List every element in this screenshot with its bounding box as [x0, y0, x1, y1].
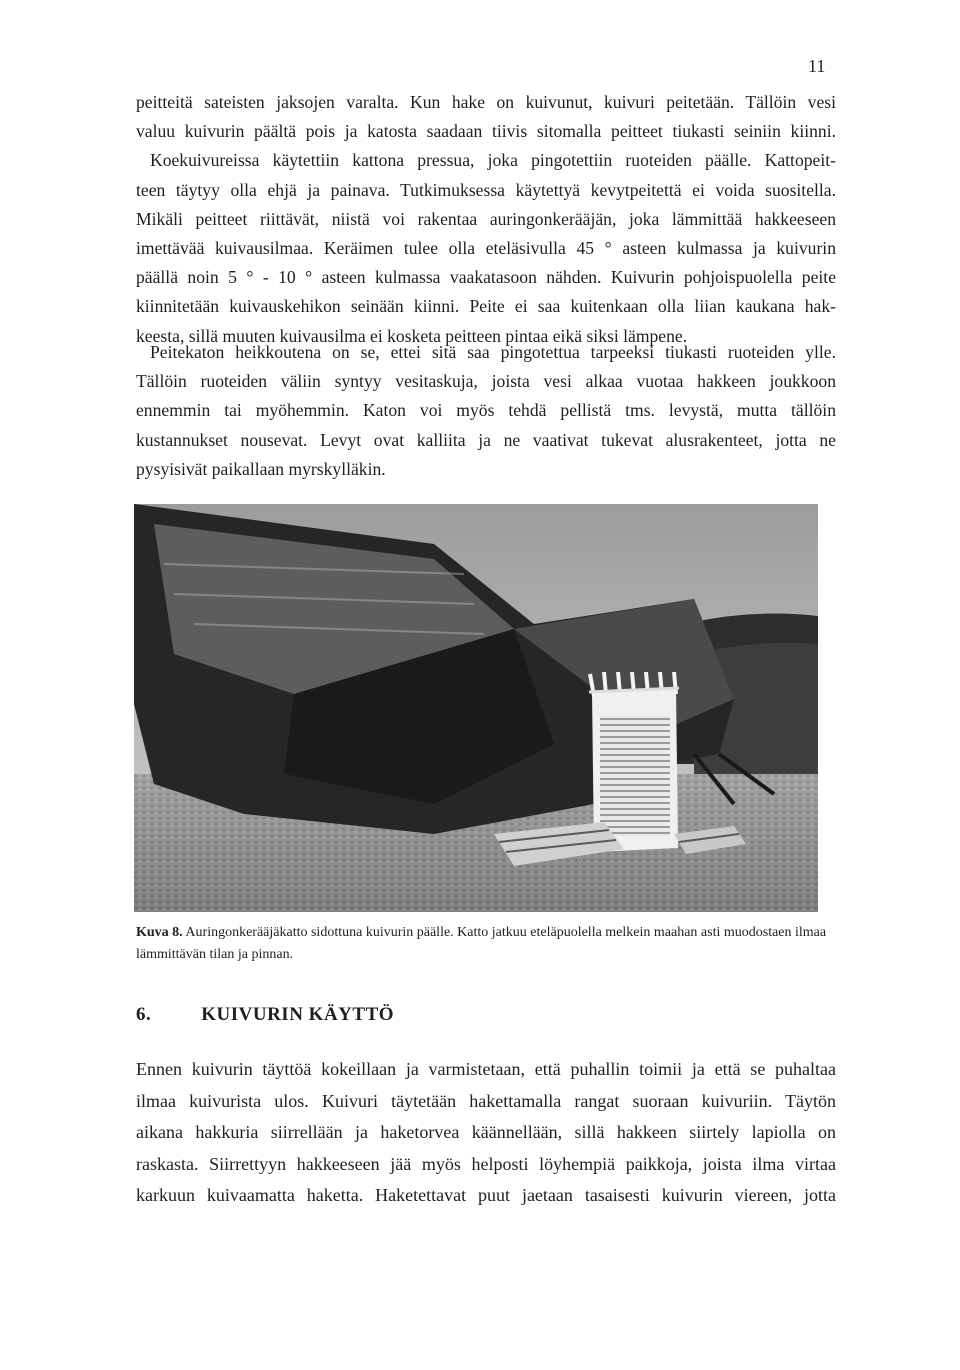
text-line: kiinnitetään kuivauskehikon seinään kiinni. Peite ei saa kuitenkaan olla liian kaukana hak- — [136, 296, 836, 317]
paragraph-roof-weakness — [136, 338, 836, 484]
section-heading — [136, 1004, 394, 1026]
text-line: Mikäli peitteet riittävät, niistä voi rakentaa auringonkerääjän, joka lämmittää hakkeeseen — [136, 208, 836, 229]
text-line: karkuun kuivaamatta haketta. Haketettavat puut jaetaan tasaisesti kuivurin viereen, jotta — [136, 1185, 836, 1205]
caption-label: Kuva 8. — [136, 925, 183, 940]
page-number: 11 — [808, 56, 826, 76]
section-title: KUIVURIN KÄYTTÖ — [201, 1004, 395, 1025]
text-line: Ennen kuivurin täyttöä kokeillaan ja varmistetaan, että puhallin toimii ja että se puhaltaa — [136, 1059, 836, 1079]
caption-text: Auringonkerääjäkatto sidottuna kuivurin päälle. Katto jatkuu eteläpuolella melkein maahan asti muodostaen ilmaa lämmittävän tilan ja pinnan. — [136, 925, 827, 962]
text-line: peitteitä sateisten jaksojen varalta. Kun hake on kuivunut, kuivuri peitetään. Tällöin vesi — [136, 92, 836, 112]
photo-solar-collector-roof — [134, 504, 818, 912]
text-line: päällä noin 5 ° - 10 ° asteen kulmassa vaakatasoon nähden. Kuivurin pohjoispuolella peite — [136, 267, 836, 288]
text-line: Tällöin ruoteiden väliin syntyy vesitaskuja, joista vesi alkaa vuotaa hakkeen joukkoon — [136, 371, 836, 392]
paragraph-roof-cover — [136, 88, 836, 351]
text-line: raskasta. Siirrettyyn hakkeeseen jää myös helposti löyhempiä paikkoja, joista ilma virtaa — [136, 1153, 836, 1174]
text-line: aikana hakkuria siirrellään ja haketorvea käännellään, sillä hakkeen siirtely lapiolla on — [136, 1122, 836, 1142]
text-line: Koekuivureissa käytettiin kattona pressua, joka pingotettiin ruoteiden päälle. Kattopeit- — [150, 150, 836, 171]
text-line: pysyisivät paikallaan myrskylläkin. — [136, 458, 386, 479]
text-line: ilmaa kuivurista ulos. Kuivuri täytetään hakettamalla rangat suoraan kuivuriin. Täytön — [136, 1090, 836, 1111]
section-number: 6. — [136, 1004, 152, 1025]
text-line: kustannukset nousevat. Levyt ovat kalliita ja ne vaativat tukevat alusrakenteet, jotta ne — [136, 429, 836, 450]
figure-caption — [136, 922, 836, 966]
text-line: valuu kuivurin päältä pois ja katosta saadaan tiivis sitomalla peitteet tiukasti seiniin kiinni. — [136, 121, 836, 142]
text-line: ennemmin tai myöhemmin. Katon voi myös tehdä pellistä tms. levystä, mutta tällöin — [136, 400, 836, 421]
text-line: teen täytyy olla ehjä ja painava. Tutkimuksessa käytettyä kevytpeitettä ei voida suositella. — [136, 179, 836, 200]
text-line: imettävää kuivausilmaa. Keräimen tulee olla eteläsivulla 45 ° asteen kulmassa ja kuivurin — [136, 238, 836, 259]
text-line: Peitekaton heikkoutena on se, ettei sitä saa pingotettua tarpeeksi tiukasti ruoteiden ylle. — [150, 342, 836, 362]
text-line: keesta, sillä muuten kuivausilma ei kosketa peitteen pintaa eikä siksi lämpene. — [136, 325, 688, 346]
paragraph-dryer-use — [136, 1054, 836, 1212]
